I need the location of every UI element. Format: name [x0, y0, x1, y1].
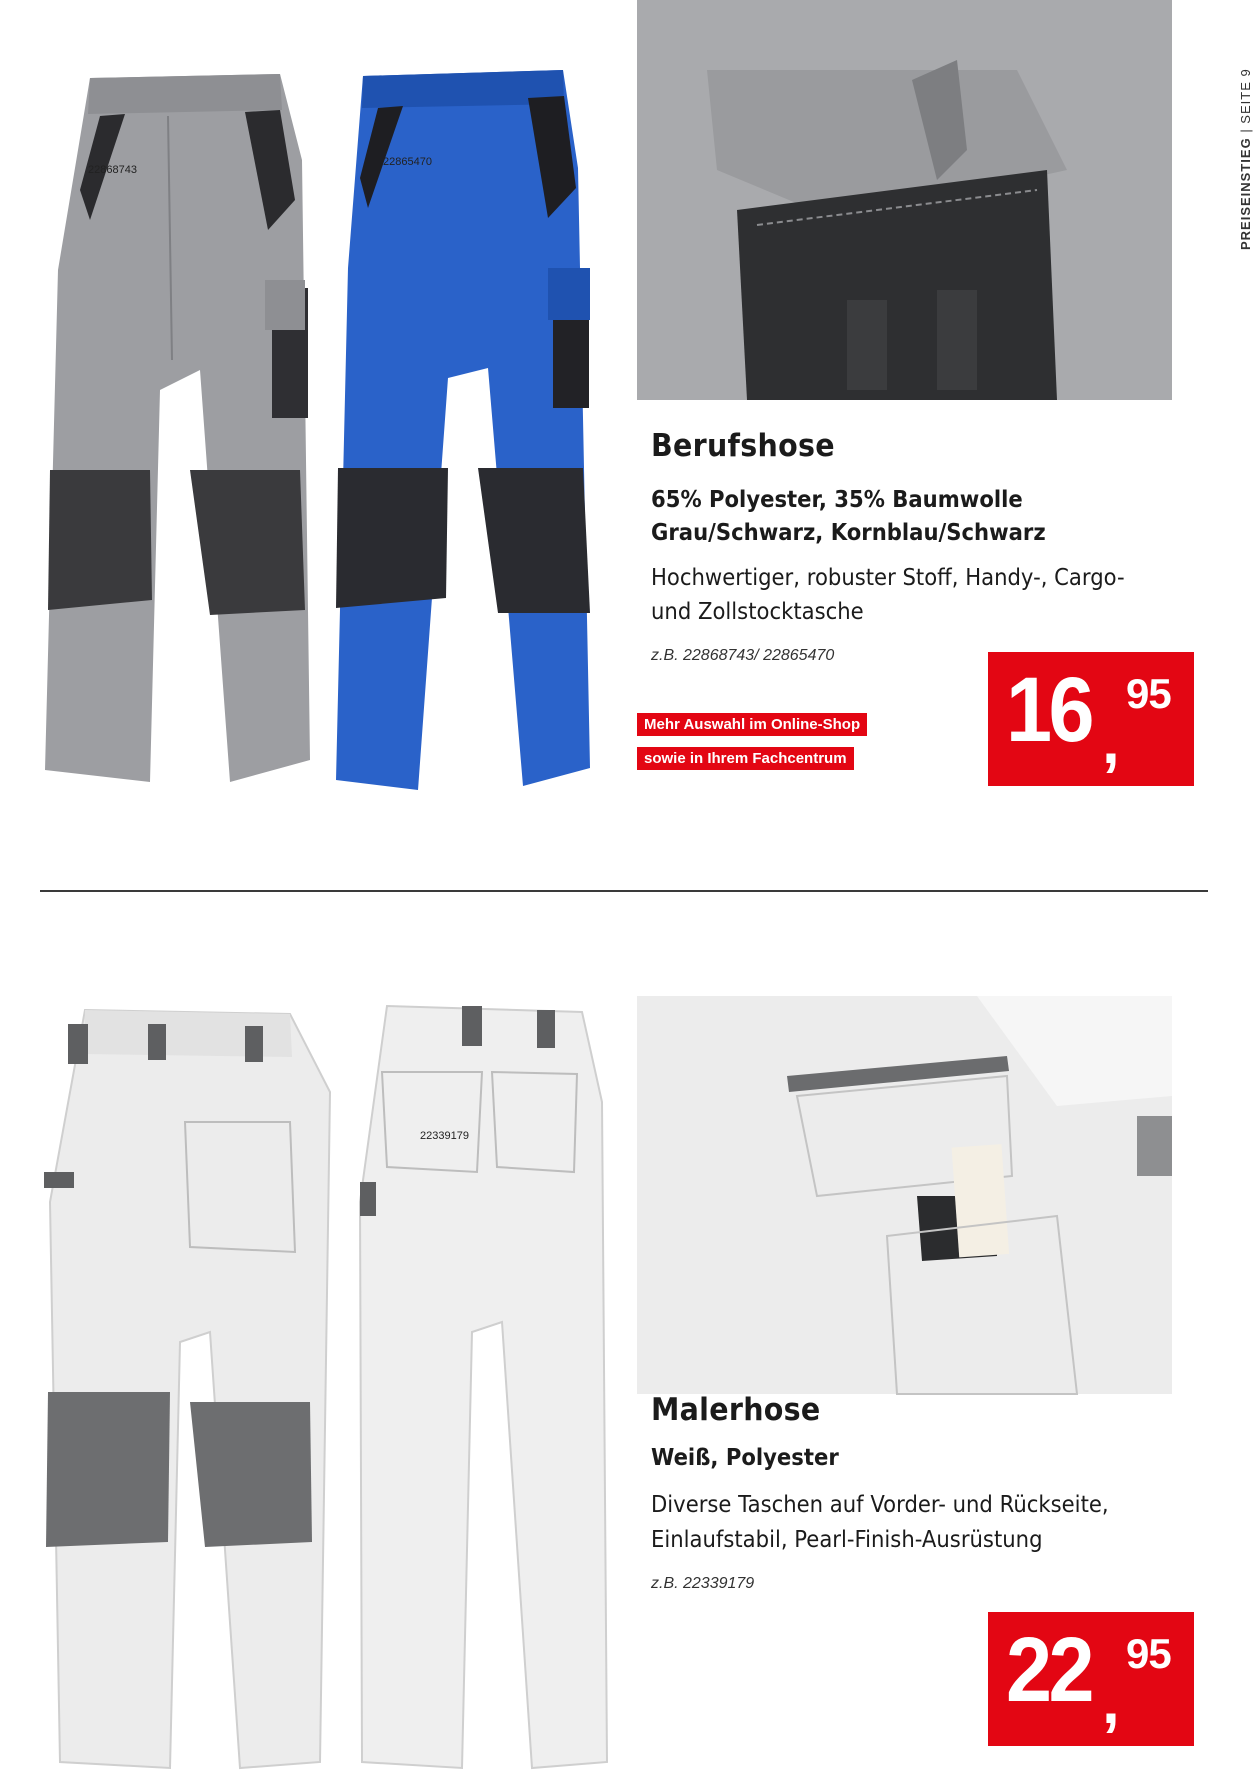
product-article-numbers: z.B. 22868743/ 22865470 — [651, 647, 835, 664]
product-image-white-pants-front — [40, 1002, 335, 1772]
price-tag-malerhose — [988, 1612, 1194, 1746]
badge-fachcentrum: sowie in Ihrem Fachcentrum — [637, 747, 854, 770]
product-spec-3: Weiß, Polyester — [651, 1445, 839, 1471]
product-image-blue-pants — [328, 68, 598, 790]
product-detail-photo-ruler-pocket — [637, 996, 1172, 1394]
product-image-gray-pants — [40, 70, 310, 790]
price-integer: 16 — [1006, 659, 1091, 761]
side-tag-strong: PREISEINSTIEG — [1238, 137, 1253, 250]
price-integer: 22 — [1006, 1619, 1091, 1721]
price-decimal: 95 — [1126, 670, 1171, 717]
price-separator: , — [1102, 705, 1120, 777]
side-tag-rest: | SEITE 9 — [1238, 68, 1253, 138]
price-tag-berufshose — [988, 652, 1194, 786]
product-desc-4: Einlaufstabil, Pearl-Finish-Ausrüstung — [651, 1527, 1043, 1553]
product-desc-3: Diverse Taschen auf Vorder- und Rückseite, — [651, 1492, 1109, 1518]
page-side-tag — [1218, 30, 1253, 260]
badge-online-shop[interactable]: Mehr Auswahl im Online-Shop — [637, 713, 867, 736]
product-article-number-2: z.B. 22339179 — [651, 1575, 755, 1592]
sku-label-gray: 22868743 — [88, 164, 137, 176]
product-desc-1: Hochwertiger, robuster Stoff, Handy-, Cargo- — [651, 565, 1125, 591]
section-divider — [40, 890, 1208, 892]
product-title-berufshose: Berufshose — [651, 428, 835, 464]
product-spec-2: Grau/Schwarz, Kornblau/Schwarz — [651, 520, 1046, 546]
product-image-white-pants-back — [352, 1002, 614, 1772]
price-decimal: 95 — [1126, 1630, 1171, 1677]
sku-label-white: 22339179 — [420, 1130, 469, 1142]
product-title-malerhose: Malerhose — [651, 1392, 821, 1428]
sku-label-blue: 22865470 — [383, 156, 432, 168]
product-spec-1: 65% Polyester, 35% Baumwolle — [651, 487, 1023, 513]
product-desc-2: und Zollstocktasche — [651, 599, 864, 625]
product-detail-photo-pocket — [637, 0, 1172, 400]
price-separator: , — [1102, 1665, 1120, 1737]
